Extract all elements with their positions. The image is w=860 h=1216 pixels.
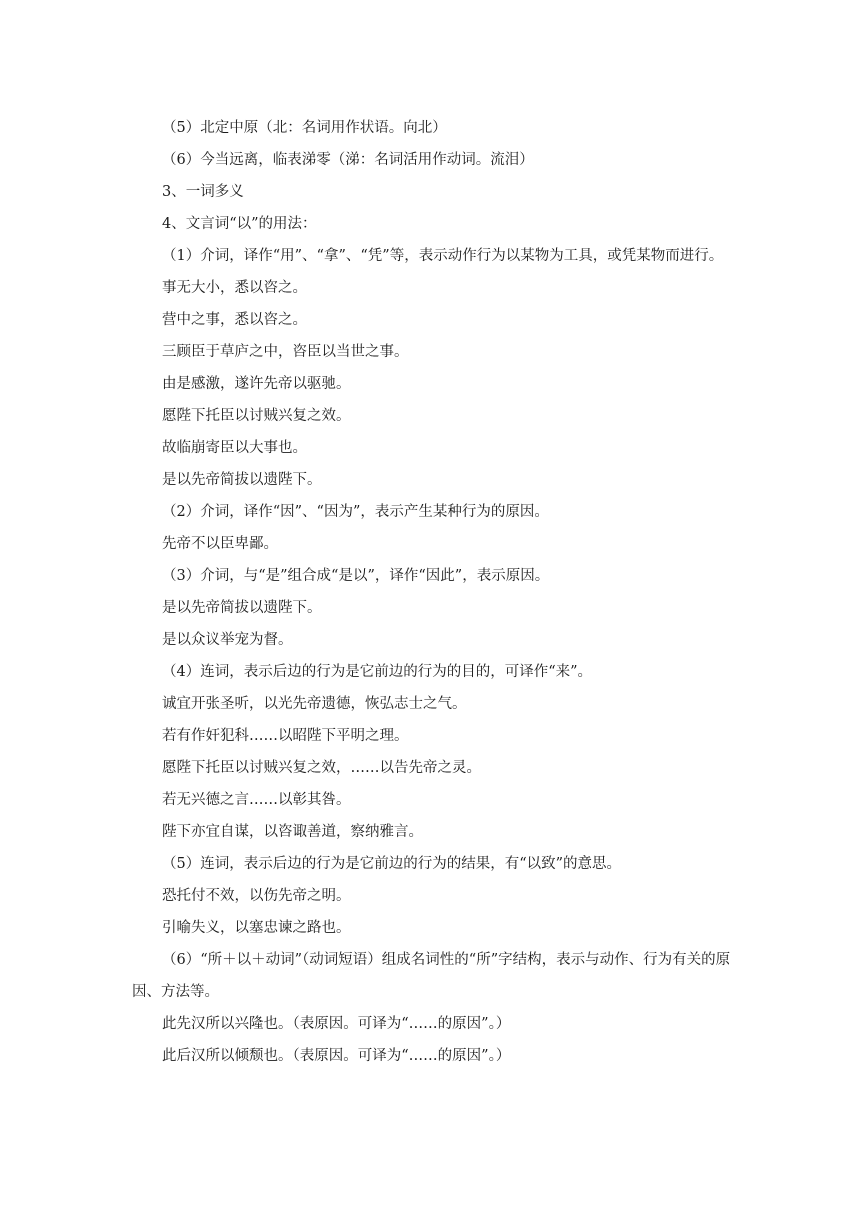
example-sentence: 是以众议举宠为督。 (162, 632, 293, 648)
example-sentence: 是以先帝简拔以遗陛下。 (162, 600, 322, 616)
paragraph: （2）介词，译作“因”、“因为”，表示产生某种行为的原因。 (162, 504, 549, 520)
example-sentence: 诚宜开张圣听，以光先帝遗德，恢弘志士之气。 (162, 696, 467, 712)
example-sentence: 愿陛下托臣以讨贼兴复之效。 (162, 408, 351, 424)
document-body (132, 112, 732, 1072)
example-sentence: 若无兴德之言……以彰其咎。 (162, 792, 351, 808)
paragraph: （4）连词，表示后边的行为是它前边的行为的目的，可译作“来”。 (162, 664, 593, 680)
paragraph: （6）今当远离，临表涕零（涕：名词活用作动词。流泪） (162, 152, 534, 168)
example-sentence: 恐托付不效，以伤先帝之明。 (162, 888, 351, 904)
section-heading: 4、文言词“以”的用法： (162, 216, 317, 232)
example-sentence: 事无大小，悉以咨之。 (162, 280, 307, 296)
example-sentence: 由是感激，遂许先帝以驱驰。 (162, 376, 351, 392)
example-sentence: 故临崩寄臣以大事也。 (162, 440, 307, 456)
paragraph: （1）介词，译作“用”、“拿”、“凭”等，表示动作行为以某物为工具，或凭某物而进行。 (162, 248, 724, 264)
example-sentence: 愿陛下托臣以讨贼兴复之效，……以告先帝之灵。 (162, 760, 481, 776)
example-sentence: 营中之事，悉以咨之。 (162, 312, 307, 328)
example-sentence: 若有作奸犯科……以昭陛下平明之理。 (162, 728, 409, 744)
paragraph: （5）连词，表示后边的行为是它前边的行为的结果，有“以致”的意思。 (162, 856, 622, 872)
paragraph: （6）“所＋以＋动词”（动词短语）组成名词性的“所”字结构，表示与动作、行为有关的原因、方法等。 (132, 952, 731, 1000)
example-sentence: 陛下亦宜自谋，以咨诹善道，察纳雅言。 (162, 824, 423, 840)
example-sentence: 引喻失义，以塞忠谏之路也。 (162, 920, 351, 936)
paragraph: （5）北定中原（北：名词用作状语。向北） (162, 120, 447, 136)
example-sentence: 此先汉所以兴隆也。（表原因。可译为“……的原因”。） (162, 1016, 511, 1032)
example-sentence: 三顾臣于草庐之中，咨臣以当世之事。 (162, 344, 409, 360)
example-sentence: 此后汉所以倾颓也。（表原因。可译为“……的原因”。） (162, 1048, 511, 1064)
section-heading: 3、一词多义 (162, 184, 244, 200)
example-sentence: 先帝不以臣卑鄙。 (162, 536, 278, 552)
example-sentence: 是以先帝简拔以遗陛下。 (162, 472, 322, 488)
paragraph: （3）介词，与“是”组合成“是以”，译作“因此”，表示原因。 (162, 568, 550, 584)
